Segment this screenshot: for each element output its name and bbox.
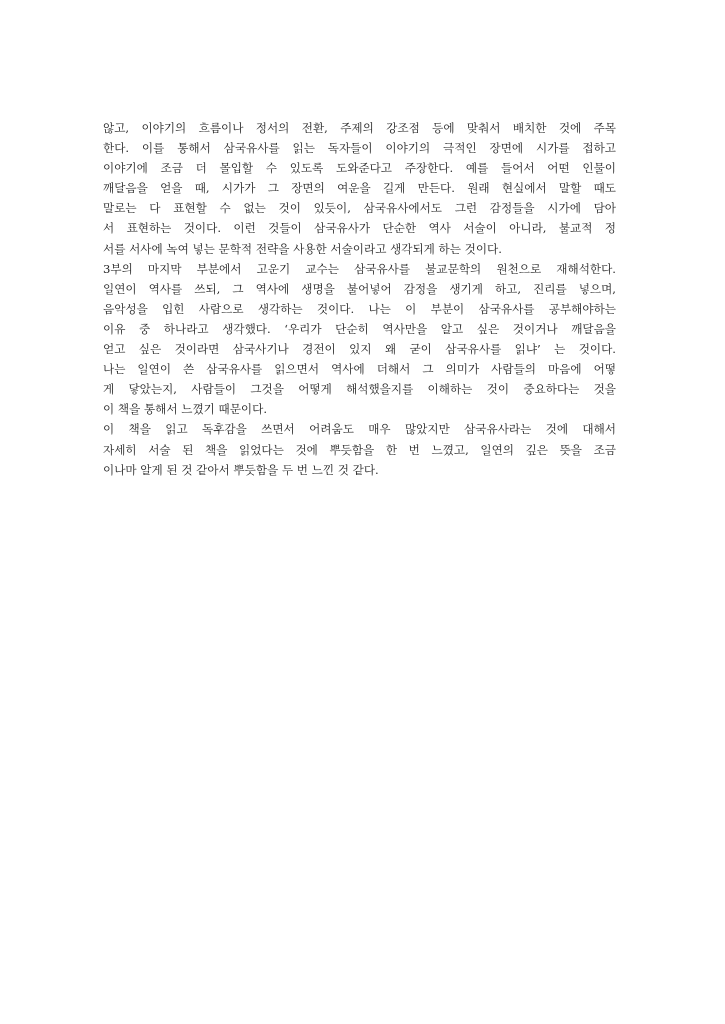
text-line: 얻고 싶은 것이라면 삼국사기나 경전이 있지 왜 굳이 삼국유사를 읽냐’ 는 것이다. [103, 342, 616, 357]
text-line: 음악성을 입힌 사람으로 생각하는 것이다. 나는 이 부분이 삼국유사를 공부해야하는 [103, 301, 616, 316]
text-line: 이 책을 읽고 독후감을 쓰면서 어려움도 매우 많았지만 삼국유사라는 것에 대해서 [103, 422, 616, 437]
text-line: 게 닿았는지, 사람들이 그것을 어떻게 해석했을지를 이해하는 것이 중요하다는 것을 [103, 382, 616, 397]
text-line: 한다. 이를 통해서 삼국유사를 읽는 독자들이 이야기의 극적인 장면에 시가를 접하고 [103, 141, 616, 156]
text-line: 3부의 마지막 부분에서 고운기 교수는 삼국유사를 불교문학의 원천으로 재해석한다. [103, 261, 616, 276]
text-line: 서 표현하는 것이다. 이런 것들이 삼국유사가 단순한 역사 서술이 아니라, 불교적 정 [103, 221, 616, 236]
text-line: 일연이 역사를 쓰되, 그 역사에 생명을 불어넣어 감정을 생기게 하고, 진리를 넣으며, [103, 281, 616, 296]
text-line: 않고, 이야기의 흐름이나 정서의 전환, 주제의 강조점 등에 맞춰서 배치한 것에 주목 [103, 121, 616, 135]
text-line: 이유 중 하나라고 생각했다. ‘우리가 단순히 역사만을 알고 싶은 것이거나 깨달음을 [103, 321, 616, 336]
text-line: 이나마 알게 된 것 같아서 뿌듯함을 두 번 느낀 것 같다. [103, 462, 379, 477]
text-line: 말로는 다 표현할 수 없는 것이 있듯이, 삼국유사에서도 그런 감정들을 시가에 담아 [103, 201, 616, 216]
text-line: 서를 서사에 녹여 넣는 문학적 전략을 사용한 서술이라고 생각되게 하는 것이다. [103, 241, 502, 256]
text-line: 나는 일연이 쓴 삼국유사를 읽으면서 역사에 더해서 그 의미가 사람들의 마음에 어떻 [103, 362, 616, 377]
body-text [103, 118, 616, 480]
text-line: 이 책을 통해서 느꼈기 때문이다. [103, 402, 268, 417]
text-line: 자세히 서술 된 책을 읽었다는 것에 뿌듯함을 한 번 느꼈고, 일연의 깊은 뜻을 조금 [103, 442, 616, 457]
text-line: 깨달음을 얻을 때, 시가가 그 장면의 여운을 길게 만든다. 원래 현실에서 말할 때도 [103, 181, 616, 196]
text-line: 이야기에 조금 더 몰입할 수 있도록 도와준다고 주장한다. 예를 들어서 어떤 인물이 [103, 161, 616, 176]
